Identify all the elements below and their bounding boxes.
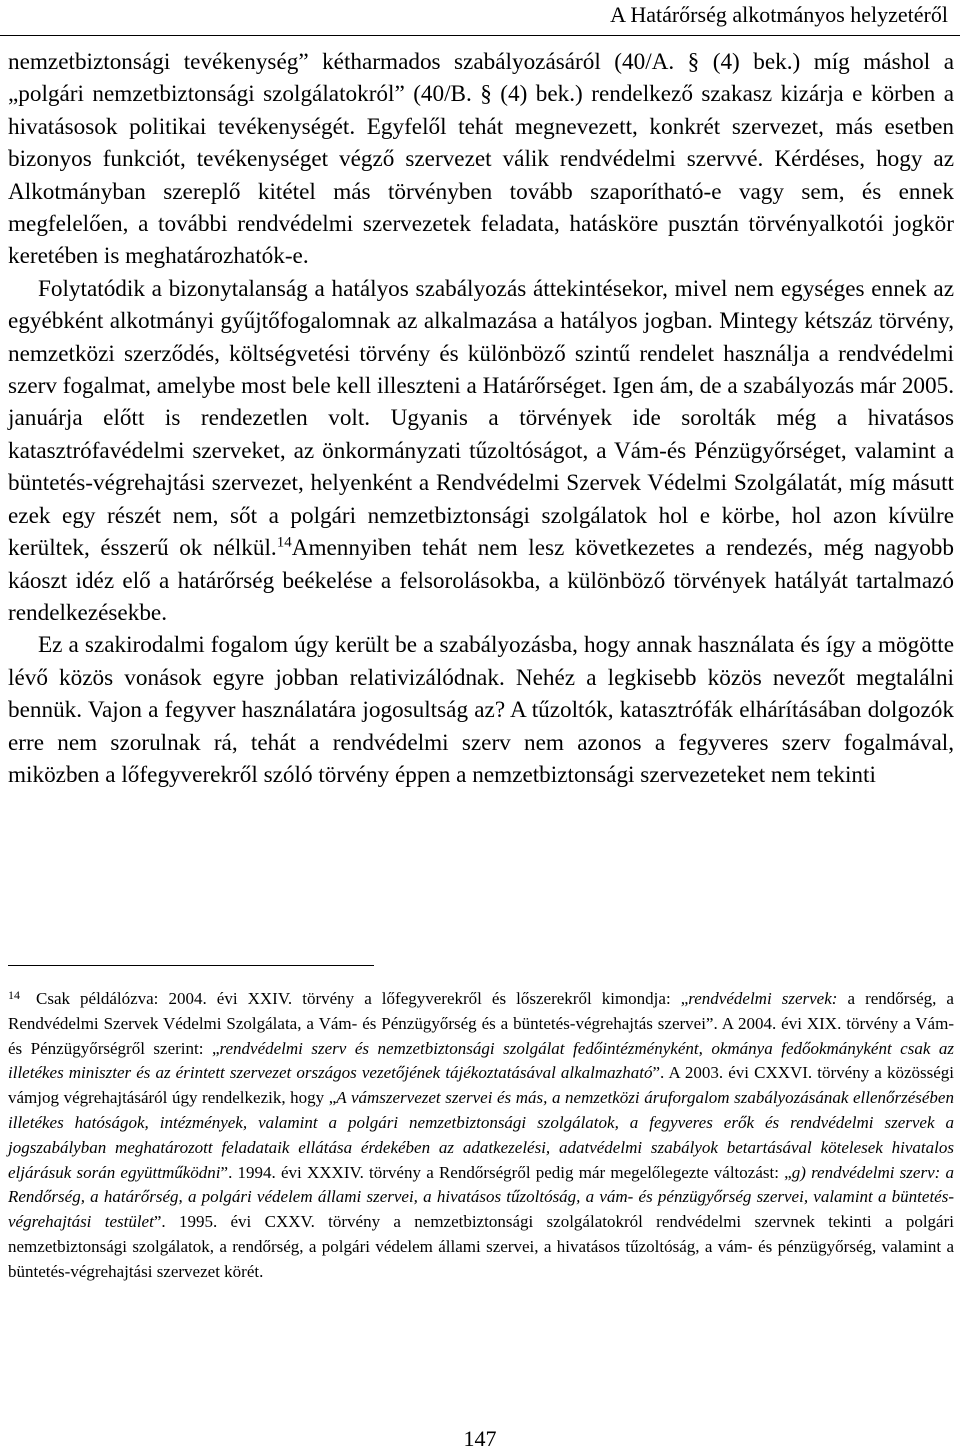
paragraph-3: Ez a szakirodalmi fogalom úgy került be a szabályozásba, hogy annak használata és így a mögötte lévő közös vonások egyre jobban relativizálódnak. Nehéz a legkisebb közös nevezőt megtalálni bennük. Vajon a fegyver használatára jogosultság az? A tűzoltók, katasztrófák elhárításában dolgozók erre nem szorulnak rá, tehát a rendvédelmi szerv nem azonos a fegyveres szerv fogalmával, miközben a lőfegyverekről szóló törvény éppen a nemzetbiztonsági szervezeteket nem tekinti: [8, 632, 954, 788]
paragraph-2-text-a: Folytatódik a bizonytalanság a hatályos szabályozás áttekintésekor, mivel nem egységes ennek az egyébként alkotmányi gyűjtőfogalomnak az alkalmazása a hatályos jogban. Mintegy kétszáz törvény, nemzetközi szerződés, költségvetési törvény és különböző szintű rendelet használja a rendvédelmi szerv fogalmat, amelybe most bele kell illeszteni a Határőrséget. Igen ám, de a szabályozás már 2005. januárja előtt is rendezetlen volt. Ugyanis a törvények ide sorolták még a hivatásos katasztrófavédelmi szerveket, az önkormányzati tűzoltóságot, a Vám-és Pénzügyőrséget, valamint a büntetés-végrehajtási szervezet, helyenként a Rendvédelmi Szervek Védelmi Szolgálatát, míg másutt ezek egy részét nem, sőt a polgári nemzetbiztonsági szolgálatok hol e körbe, hol azon kívülre kerültek, ésszerű ok nélkül.: [8, 275, 954, 562]
footnote-mark: 14: [8, 988, 20, 1002]
page-number: 147: [463, 1426, 497, 1451]
header-title: A Határőrség alkotmányos helyzetéről: [610, 2, 948, 27]
footnote-italic-4: g) rendvédelmi szerv: a Rendőrség, a határőrség, a polgári védelem állami szervei, a hivatásos tűzoltóság, a vám- és pénzügyőrség szervei, valamint a büntetés-végrehajtási testület: [8, 1162, 954, 1232]
footnote-text-4: ”. 1994. évi XXXIV. törvény a Rendőrségről pedig már megelőlegezte változást: „: [220, 1162, 792, 1182]
paragraph-1: nemzetbiztonsági tevékenység” kétharmados szabályozásáról (40/A. § (4) bek.) míg máshol a „polgári nemzetbiztonsági szolgálatokról” (40/B. § (4) bek.) rendelkező szakasz kizárja e körben a hivatásosok politikai tevékenységét. Egyfelől tehát megnevezett, konkrét szervezet, más esetben bizonyos funkciót, tevékenységet végző szervezet válik rendvédelmi szervvé. Kérdéses, hogy az Alkotmányban szereplő kitétel más törvényben tovább szaporítható-e vagy sem, és ennek megfelelően, a további rendvédelmi szervezetek feladata, hatásköre pusztán törvényalkotói jogkör keretében is meghatározhatók-e.: [8, 49, 954, 270]
paragraph-2: [8, 273, 954, 629]
running-header: [0, 0, 960, 36]
footnote-italic-2: rendvédelmi szerv és nemzetbiztonsági szolgálat fedőintézményként, okmánya fedőokmányként csak az illetékes miniszter és az érintett szervezet országos vezetőjének tájékoztatásával alkalmazható: [8, 1038, 954, 1083]
footnote-separator: [8, 965, 374, 966]
paragraph-2-text-b: Amennyiben tehát nem lesz következetes a rendezés, még nagyobb káoszt idéz elő a határőrség beékelése a felsorolásokba, a különböző törvények hatályát tartalmazó rendelkezésekbe.: [8, 535, 954, 626]
body-text: [8, 46, 954, 791]
footnote-italic-1: rendvédelmi szervek:: [688, 989, 838, 1008]
footnote-text-1: Csak példálózva: 2004. évi XXIV. törvény a lőfegyverekről és lőszerekről kimondja: „: [36, 989, 689, 1008]
footnote-14: [8, 983, 954, 1285]
footnote-text-5: ”. 1995. évi CXXV. törvény a nemzetbiztonsági szolgálatokról rendvédelmi szervnek tekinti a polgári nemzetbiztonsági szolgálatok, a rendőrség, a polgári védelem állami szervei, a hivatásos tűzoltóság, a vám- és pénzügyőrség, valamint a büntetés-végrehajtási szervezet körét.: [8, 1212, 954, 1281]
footnote-text-2: a rendőrség, a Rendvédelmi Szervek Védelmi Szolgálata, a Vám- és Pénzügyőrség és a büntetés-végrehajtás szervei”. A 2004. évi XIX. törvény a Vám- és Pénzügyőrségről szerint: „: [8, 989, 954, 1058]
footnote-italic-3: A vámszervezet szervei és más, a nemzetközi áruforgalom szabályozásának ellenőrzésében illetékes hatóságok, intézmények, valamint a polgári nemzetbiztonsági szolgálatok, a fegyveres erők és rendvédelmi szervek a jogszabályban meghatározott feladataik ellátása érdekében az adatkezelési, adatvédelmi szabályok betartásával kötelesek hivatalos eljárásuk során együttműködni: [8, 1088, 954, 1182]
footnote-reference: 14: [276, 534, 292, 551]
footnote-text-3: ”. A 2003. évi CXXVI. törvény a közösségi vámjog végrehajtásáról úgy rendelkezik, hogy „: [8, 1063, 954, 1108]
